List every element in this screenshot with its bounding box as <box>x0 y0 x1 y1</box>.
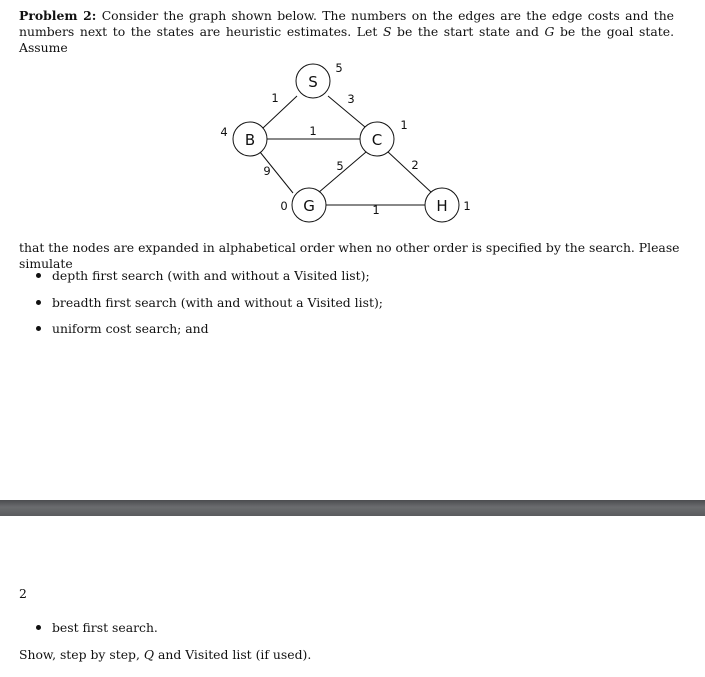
node-c-label: C <box>371 131 383 149</box>
node-g-label: G <box>303 197 315 215</box>
problem-intro-line1: Consider the graph shown below. The numbers on the edges are the edge costs and the <box>101 8 675 23</box>
problem-end-text: be the goal state. Assume <box>19 24 675 55</box>
node-s-label: S <box>308 73 318 91</box>
cost-s-b: 1 <box>271 91 279 105</box>
list-item: breadth first search (with and without a Visited list); <box>35 295 383 322</box>
edge-s-b <box>263 96 297 128</box>
heuristic-h: 1 <box>463 199 471 213</box>
heuristic-c: 1 <box>400 118 408 132</box>
final-instruction <box>19 647 311 663</box>
start-var: S <box>382 24 392 39</box>
goal-var: G <box>544 24 555 39</box>
problem-mid-text: be the start state and <box>391 24 545 39</box>
cost-c-g: 5 <box>336 159 344 173</box>
heuristic-g: 0 <box>280 199 288 213</box>
page-break-bar <box>0 500 705 516</box>
problem-intro-line2: numbers next to the states are heuristic estimates. Let <box>19 24 383 39</box>
algorithm-list <box>35 268 383 348</box>
q-var: Q <box>143 647 155 662</box>
cost-c-h: 2 <box>411 158 419 172</box>
cost-b-c: 1 <box>309 124 317 138</box>
cost-b-g: 9 <box>263 164 271 178</box>
search-graph <box>0 0 705 240</box>
list-item: uniform cost search; and <box>35 321 383 348</box>
node-b-label: B <box>244 131 256 149</box>
cost-g-h: 1 <box>372 203 380 217</box>
list-item: best first search. <box>35 620 158 647</box>
algorithm-list-continued <box>35 620 158 647</box>
page-number: 2 <box>19 586 27 601</box>
problem-label: Problem 2: <box>19 8 97 23</box>
heuristic-b: 4 <box>220 125 228 139</box>
problem-continuation: that the nodes are expanded in alphabetical order when no other order is specified by the search. Please simulate <box>19 240 680 271</box>
heuristic-s: 5 <box>335 61 343 75</box>
final-prefix: Show, step by step, <box>19 647 144 662</box>
node-h-label: H <box>436 197 448 215</box>
cost-s-c: 3 <box>347 92 355 106</box>
list-item: depth first search (with and without a Visited list); <box>35 268 383 295</box>
final-suffix: and Visited list (if used). <box>154 647 312 662</box>
edge-c-h <box>387 151 432 193</box>
